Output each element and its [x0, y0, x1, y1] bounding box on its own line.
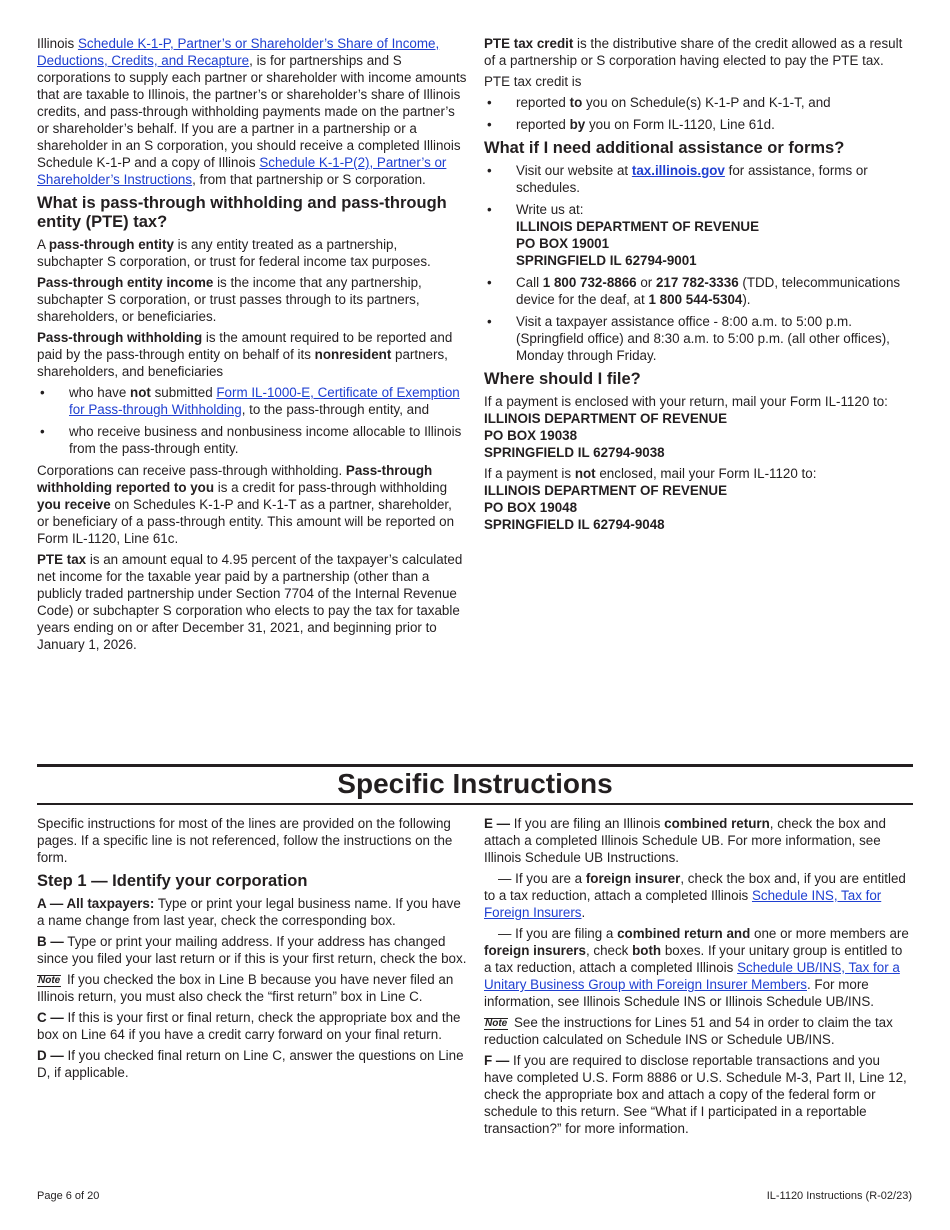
- pass-through-withholding-paragraph: [37, 329, 467, 380]
- form-il1000e-link[interactable]: Form IL-1000-E, Certificate of Exemption for Pass-through Withholding: [69, 385, 460, 417]
- text: who receive business and nonbusiness income allocable to Illinois from the pass-through entity.: [69, 424, 462, 456]
- text: , check: [585, 943, 633, 958]
- term: Pass-through entity income: [37, 275, 214, 290]
- pte-income-paragraph: [37, 274, 467, 325]
- term: you receive: [37, 497, 111, 512]
- section-rule-bottom: [37, 803, 913, 805]
- term: not: [574, 466, 596, 481]
- address-line: SPRINGFIELD IL 62794-9038: [484, 445, 665, 460]
- line-e-foreign-insurer: [484, 870, 912, 921]
- website-link[interactable]: tax.illinois.gov: [631, 163, 725, 178]
- schedule-k1p-link[interactable]: Schedule K-1-P, Partner’s or Shareholder’s Share of Income, Deductions, Credits, and Recapture: [37, 36, 440, 68]
- text: — If you are a: [498, 871, 586, 886]
- k1p-paragraph: [37, 35, 467, 188]
- line-e: [484, 815, 912, 866]
- assistance-bullet-list: [484, 162, 912, 364]
- term: Pass-through withholding: [37, 330, 203, 345]
- line-b: [37, 933, 467, 967]
- address-line: ILLINOIS DEPARTMENT OF REVENUE: [484, 483, 728, 498]
- text: you on Schedule(s) K-1-P and K-1-T, and: [582, 95, 831, 110]
- text: See the instructions for Lines 51 and 54 in order to claim the tax reduction calculated on Schedule INS or Schedule UB/INS.: [484, 1015, 893, 1047]
- schedule-ins-link[interactable]: Schedule INS, Tax for Foreign Insurers: [484, 888, 882, 920]
- term: nonresident: [314, 347, 392, 362]
- text: who have: [69, 385, 131, 400]
- address-line: PO BOX 19001: [516, 236, 610, 251]
- list-item: [484, 162, 912, 196]
- line-label: E —: [484, 816, 511, 831]
- heading-step1: Step 1 — Identify your corporation: [37, 872, 308, 890]
- line-label: F —: [484, 1053, 510, 1068]
- term: to: [569, 95, 583, 110]
- term: combined return: [664, 816, 770, 831]
- top-right-column: [484, 35, 912, 537]
- note-lines-51-54: [484, 1014, 912, 1048]
- text: Illinois: [37, 36, 78, 51]
- address-line: SPRINGFIELD IL 62794-9048: [484, 517, 665, 532]
- text: Visit our website at: [516, 163, 632, 178]
- address-line: ILLINOIS DEPARTMENT OF REVENUE: [484, 411, 728, 426]
- file-without-payment: [484, 465, 912, 533]
- bottom-left-column: [37, 815, 467, 1085]
- text: Type or print your mailing address. If your address has changed since you filed your last return or if this is your first return, check the box.: [37, 934, 467, 966]
- form-identifier: IL-1120 Instructions (R-02/23): [766, 1190, 912, 1202]
- text: , to the pass-through entity, and: [241, 402, 430, 417]
- text: .: [581, 905, 586, 920]
- text: submitted: [150, 385, 217, 400]
- withholding-bullet-list: [37, 384, 467, 457]
- file-with-payment: [484, 393, 912, 461]
- address-line: PO BOX 19048: [484, 500, 578, 515]
- address-line: ILLINOIS DEPARTMENT OF REVENUE: [516, 219, 760, 234]
- text: A: [37, 237, 49, 252]
- text: If you are filing an Illinois: [510, 816, 665, 831]
- page-number: Page 6 of 20: [37, 1190, 100, 1202]
- text: Call: [516, 275, 543, 290]
- text: ).: [742, 292, 751, 307]
- schedule-k1p2-link[interactable]: Schedule K-1-P(2), Partner’s or Shareholder’s Instructions: [37, 155, 447, 187]
- text: is a credit for pass-through withholding: [214, 480, 448, 495]
- term: Pass-through withholding reported to you: [37, 463, 433, 495]
- text: or: [636, 275, 656, 290]
- term: both: [632, 943, 662, 958]
- heading-assistance: What if I need additional assistance or forms?: [484, 139, 845, 157]
- section-rule-top: [37, 764, 913, 767]
- text: If a payment is: [484, 466, 575, 481]
- heading-where-file: Where should I file?: [484, 370, 641, 388]
- line-e-combined-foreign: [484, 925, 912, 1010]
- list-item: [37, 384, 467, 418]
- text: is the income that any partnership, subchapter S corporation, or trust passes through to its partners, shareholders, or beneficiaries.: [37, 275, 422, 324]
- text: , from that partnership or S corporation.: [192, 172, 426, 187]
- text: Write us at:: [516, 202, 584, 217]
- term: pass-through entity: [48, 237, 174, 252]
- text: , is for partnerships and S corporations to supply each partner or shareholder with income amounts that are taxable to Illinois, the partner’s or shareholder’s share of Illinois credits, and pass-through withholding payments made on the partner’s or shareholder’s behalf. If you are a partner in a partnership or a shareholder in an S corporation, you should receive a completed Illinois Schedule K-1-P and a copy of Illinois: [37, 53, 467, 170]
- text: is the amount required to be reported and paid by the pass-through entity on behalf of its: [37, 330, 453, 362]
- list-item: [484, 313, 912, 364]
- note-icon: Note: [485, 1018, 508, 1029]
- text: If this is your first or final return, check the appropriate box and the box on Line 64 if you have a credit carry forward on your final return.: [37, 1010, 461, 1042]
- term: PTE tax credit: [484, 36, 574, 51]
- schedule-ub-ins-link[interactable]: Schedule UB/INS, Tax for a Unitary Business Group with Foreign Insurer Members: [484, 960, 900, 992]
- text: is any entity treated as a partnership, subchapter S corporation, or trust for federal income tax purposes.: [37, 237, 431, 269]
- pte-tax-paragraph: [37, 551, 467, 653]
- list-item: [484, 201, 912, 269]
- pte-credit-is: PTE tax credit is: [484, 74, 582, 89]
- text: is an amount equal to 4.95 percent of the taxpayer’s calculated net income for the taxable year paid by a partnership (other than a publicly traded partnership under Section 7704 of the Internal Revenue Code) or subchapter S corporation who elects to pay the tax for taxable years ending on or after December 31, 2021, and beginning prior to January 1, 2026.: [37, 552, 463, 652]
- text: on Schedules K-1-P and K-1-T as a partner, shareholder, or beneficiary of a pass-through entity. This amount will be reported on Form IL-1120, Line 61c.: [37, 497, 455, 546]
- text: — If you are filing a: [498, 926, 618, 941]
- text: , check the box and attach a completed Illinois Schedule UB. For more information, see Illinois Schedule UB Instructions.: [484, 816, 886, 865]
- text: you on Form IL-1120, Line 61d.: [585, 117, 775, 132]
- text: Type or print your legal business name. If you have a name change from last year, check the corresponding box.: [37, 896, 461, 928]
- text: If you checked the box in Line B because you have never filed an Illinois return, you must also check the “first return” box in Line C.: [37, 972, 454, 1004]
- text: one or more members are: [750, 926, 909, 941]
- term: by: [569, 117, 586, 132]
- section-title: Specific Instructions: [337, 768, 613, 799]
- credit-bullet-list: [484, 94, 912, 133]
- line-label: B —: [37, 934, 64, 949]
- text: (TDD, telecommunications device for the deaf, at: [516, 275, 901, 307]
- bottom-right-column: [484, 815, 912, 1141]
- list-item: [484, 94, 912, 111]
- list-item: [37, 423, 467, 457]
- text: reported: [516, 95, 570, 110]
- top-left-column: [37, 35, 467, 657]
- text: partners, shareholders, and beneficiaries: [37, 347, 448, 379]
- text: . For more information, see Illinois Schedule INS or Illinois Schedule UB/INS.: [484, 977, 875, 1009]
- term: combined return and: [617, 926, 751, 941]
- text: Corporations can receive pass-through withholding.: [37, 463, 346, 478]
- term: PTE tax: [37, 552, 87, 567]
- note-line-b: [37, 971, 467, 1005]
- list-item: [484, 116, 912, 133]
- phone-number: 1 800 732-8866: [542, 275, 637, 290]
- text: for assistance, forms or schedules.: [516, 163, 868, 195]
- line-label: D —: [37, 1048, 64, 1063]
- note-icon: Note: [38, 975, 61, 986]
- list-item: [484, 274, 912, 308]
- term: foreign insurer: [585, 871, 681, 886]
- pte-credit-paragraph: [484, 35, 912, 69]
- text: boxes. If your unitary group is entitled to a tax reduction, attach a completed Illinois: [484, 943, 903, 975]
- intro-paragraph: Specific instructions for most of the lines are provided on the following pages. If a specific line is not referenced, follow the instructions on the form.: [37, 816, 453, 865]
- text: If a payment is enclosed with your return, mail your Form IL-1120 to:: [484, 394, 888, 409]
- term: not: [130, 385, 151, 400]
- term: foreign insurers: [484, 943, 586, 958]
- text: If you checked final return on Line C, answer the questions on Line D, if applicable.: [37, 1048, 464, 1080]
- text: enclosed, mail your Form IL-1120 to:: [595, 466, 817, 481]
- text: is the distributive share of the credit allowed as a result of a partnership or S corporation having elected to pay the PTE tax.: [484, 36, 903, 68]
- line-d: [37, 1047, 467, 1081]
- text: Visit a taxpayer assistance office - 8:00 a.m. to 5:00 p.m. (Springfield office) and 8:30 a.m. to 5:00 p.m. (all other offices), Monday through Friday.: [516, 314, 890, 363]
- line-label: A — All taxpayers:: [37, 896, 155, 911]
- line-label: C —: [37, 1010, 64, 1025]
- phone-number: 1 800 544-5304: [648, 292, 743, 307]
- pte-entity-paragraph: [37, 236, 467, 270]
- heading-pte: What is pass-through withholding and pass-through entity (PTE) tax?: [37, 194, 447, 231]
- address-line: PO BOX 19038: [484, 428, 578, 443]
- line-f: [484, 1052, 912, 1137]
- text: , check the box and, if you are entitled to a tax reduction, attach a completed Illinois: [484, 871, 906, 903]
- corporations-paragraph: [37, 462, 467, 547]
- text: If you are required to disclose reportable transactions and you have completed U.S. Form 8886 or U.S. Schedule M-3, Part II, Line 12, check the appropriate box and attach a copy of the federal form or schedule to this return. See “What if I participated in a reportable transaction?” for more information.: [484, 1053, 907, 1136]
- text: reported: [516, 117, 570, 132]
- address-line: SPRINGFIELD IL 62794-9001: [516, 253, 697, 268]
- line-a: [37, 895, 467, 929]
- phone-number: 217 782-3336: [655, 275, 739, 290]
- line-c: [37, 1009, 467, 1043]
